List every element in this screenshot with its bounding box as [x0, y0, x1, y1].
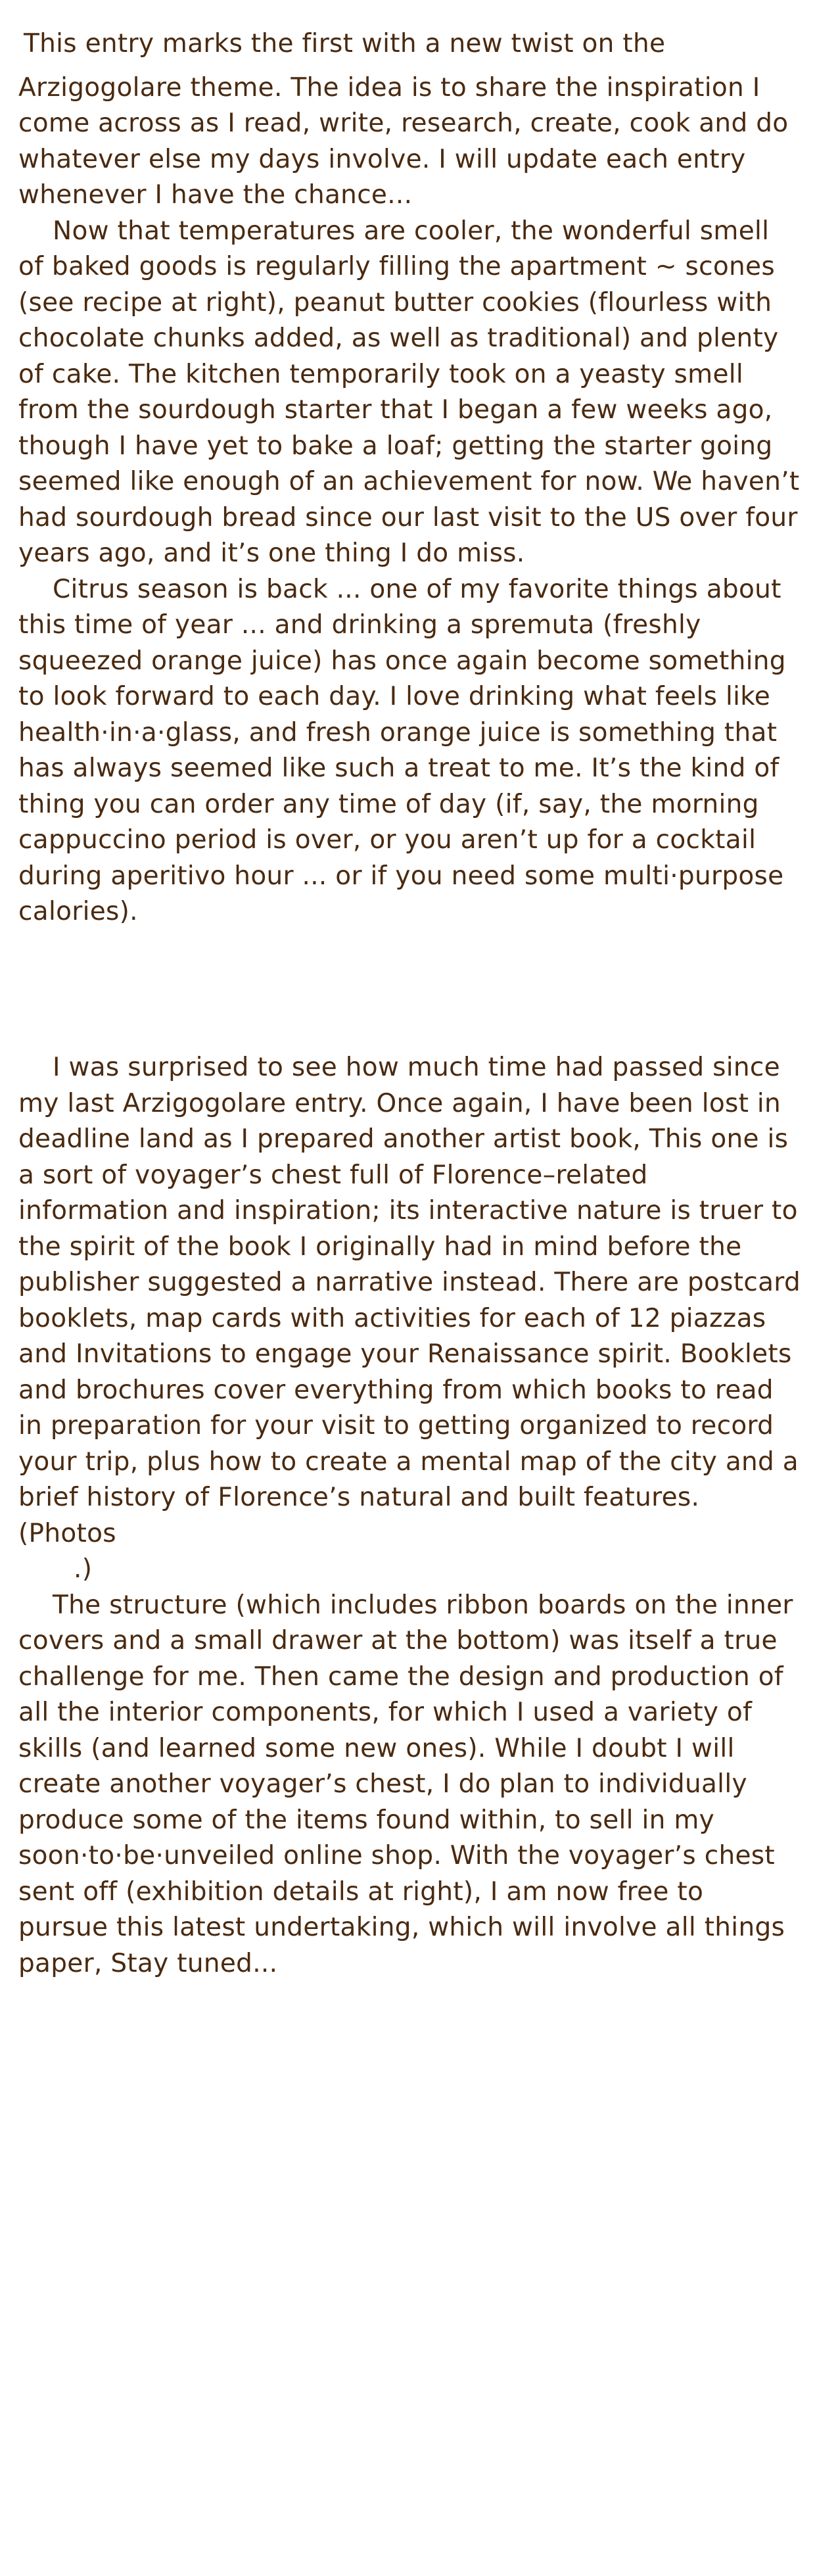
paragraph-text: Citrus season is back ... one of my favorite things about this time of year ... and drinking a spremuta (freshly squeezed orange juice) has once again become something to look forward to each day. I love drinking what feels like health·in·a·glass, and fresh orange juice is something that has always seemed like such a treat to me. It’s the kind of thing you can order any time of day (if, say, the morning cappuccino period is over, or you aren’t up for a cocktail during aperitivo hour ... or if you need some multi·purpose calories). [18, 574, 786, 926]
entry-paragraph-voyagers-chest [18, 1050, 801, 1552]
entry-paragraph-citrus [18, 572, 801, 930]
entry-paragraph: Arzigogolare theme. The idea is to share the inspiration I come across as I read, write, research, create, cook and do whatever else my days involve. I will update each entry whenever I have the chance... [18, 72, 789, 210]
paragraph-text: The structure (which includes ribbon boards on the inner covers and a small drawer at the bottom) was itself a true challenge for me. Then came the design and production of all the interior components, for which I used a variety of skills (and learned some new ones). While I doubt I will create another voyager’s chest, I do plan to individually produce some of the items found within, to sell in my soon·to·be·unveiled online shop. With the voyager’s chest sent off (exhibition details at right), I am now free to pursue this latest undertaking, which will involve all things paper, Stay tuned... [18, 1590, 793, 1978]
entry-paragraph-structure [18, 1588, 801, 1982]
photos-note: .) [74, 1554, 93, 1584]
blog-entry-first [18, 26, 801, 930]
blog-entry-second [18, 1050, 801, 1982]
paragraph-text: Now that temperatures are cooler, the wonderful smell of baked goods is regularly filling the apartment ~ scones (see recipe at right), peanut butter cookies (flourless with chocolate chunks added, as well as traditional) and plenty of cake. The kitchen temporarily took on a yeasty smell from the sourdough starter that I began a few weeks ago, though I have yet to bake a loaf; getting the starter going seemed like enough of an achievement for now. We haven’t had sourdough bread since our last visit to the US over four years ago, and it’s one thing I do miss. [18, 216, 800, 568]
entry-paragraph-baking [18, 214, 801, 572]
paragraph-text: I was surprised to see how much time had passed since my last Arzigogolare entry. Once again, I have been lost in deadline land as I prepared another artist book, This one is a sort of voyager’s chest full of Florence–related information and inspiration; its interactive nature is truer to the spirit of the book I originally had in mind before the publisher suggested a narrative instead. There are postcard booklets, map cards with activities for each of 12 piazzas and Invitations to engage your Renaissance spirit. Booklets and brochures cover everything from which books to read in preparation for your visit to getting organized to record your trip, plus how to create a mental map of the city and a brief history of Florence’s natural and built features. (Photos [18, 1053, 801, 1548]
entry-intro-line: This entry marks the first with a new twist on the [24, 29, 666, 59]
